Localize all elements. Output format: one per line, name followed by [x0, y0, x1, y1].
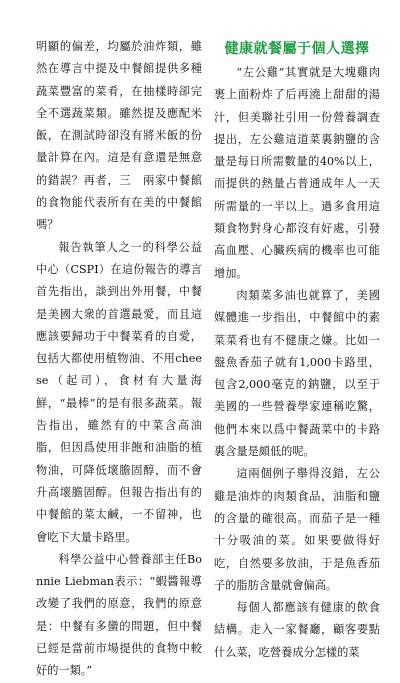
section-heading: 健康就餐屬于個人選擇: [224, 41, 370, 57]
right-paragraph-3: 這兩個例子舉得沒錯，左公雞是油炸的肉類食品，油脂和鹽的含量的確很高。而茄子是一種十分吸油的菜。如果要做得好吃，自然要多放油，于是魚香茄子的脂肪含量就會偏高。: [214, 467, 380, 592]
left-paragraph-2: 報告執筆人之一的科學公益中心（CSPI）在這份報告的導言首先指出，談到出外用餐，中餐是美國大衆的首選最愛，而且這應該要歸功于中餐菜肴的自愛，包括大都使用植物油、不用cheese（起司），食材有大量海鮮，“最棒”的是有很多蔬菜。報告指出，雖然有的中菜含高油脂，但因爲使用非飽和油脂的植物油，可降低壞膽固醇，而不會升高壞膽固醇。但報告指出有的中餐館的菜太鹹，一不留神，也會吃下大量卡路里。: [36, 240, 202, 544]
right-paragraph-2: 肉類菜多油也就算了，美國媒體進一步指出，中餐館中的素菜菜肴也有不健康之嫌。比如一盤魚香茄子就有1,000卡路里，包含2,000毫克的鈉鹽，以至于美國的一些營養學家連稱吃驚，他們本來以爲中餐蔬菜中的卡路裏含量是頗低的呢。: [214, 288, 380, 459]
right-paragraph-1: “左公雞”其實就是大塊雞肉裹上面粉炸了后再澆上甜甜的湯汁，但美聯社引用一份營養調查提出，左公雞這道菜裏鈉鹽的含量是每日所需數量的40%以上，而提供的熱量占普通成年人一天所需量的一半以上。過多食用這類食物對身心都沒有好處，引發高血壓、心臟疾病的機率也可能增加。: [214, 66, 380, 280]
right-column: [214, 39, 380, 664]
left-paragraph-3: 科學公益中心營養部主任Bonnie Liebman表示：“蝦醬報導改變了我們的原意，我們的原意是：中餐有多蠻的問題，但中餐已經是當前市場提供的食物中較好的一類。”: [36, 552, 202, 678]
right-paragraph-4: 每個人都應該有健康的飲食結構。走入一家餐廳，顧客要點什么菜，吃營養成分怎樣的菜: [214, 601, 380, 659]
left-column: [36, 36, 202, 683]
left-paragraph-1: 明顯的偏差，均屬於油炸類，雖然在導言中提及中餐館提供多種蔬菜豐富的菜肴，在抽樣時卻完全不選蔬菜類。雖然提及應配米飯，在測試時卻沒有將米飯的份量計算在內。這是有意還是無意的錯誤？再者，三 兩家中餐館的食物能代表所有在美的中餐館嗎？: [36, 40, 202, 232]
